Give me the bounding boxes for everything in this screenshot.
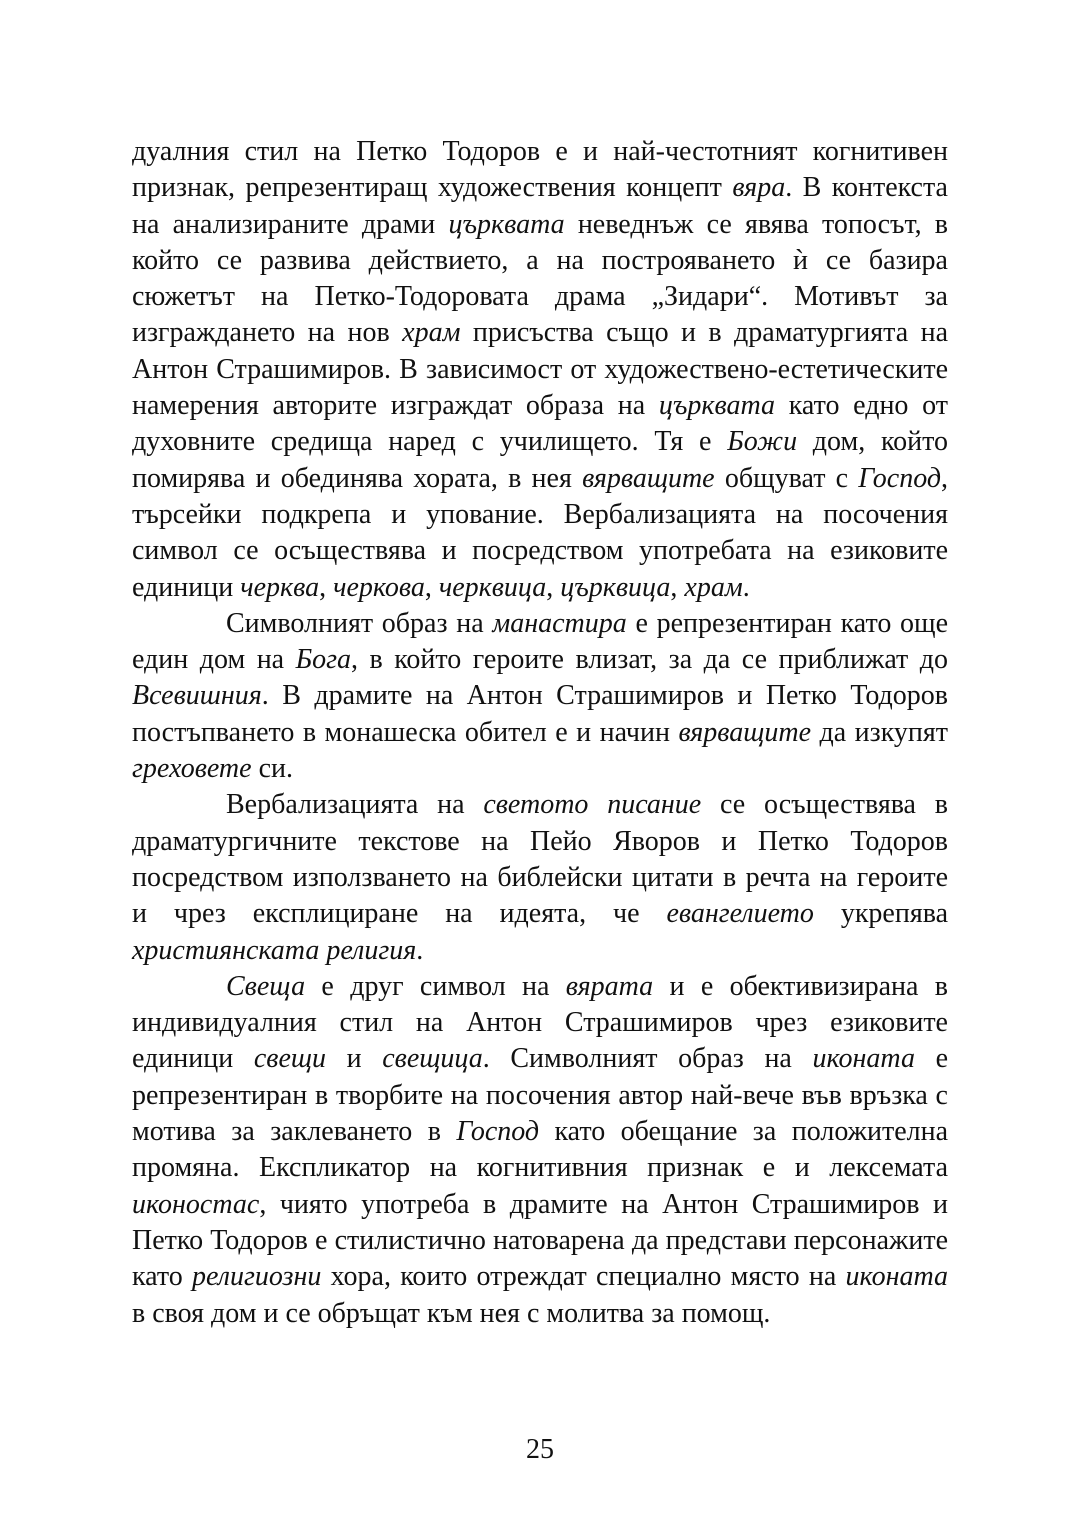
text-run: си.: [251, 753, 293, 785]
text-run: Символният образ на: [226, 607, 493, 639]
text-run: . В драмите на Антон Страшимиров и Петко Тодоров постъпването в монашеска обител е и начин: [132, 680, 948, 748]
text-run: ,: [546, 571, 561, 603]
text-run: присъства също и в драматургията на Антон Страшимиров. В зависимост от художествено-естетическите намерения авторите изграждат образа на: [132, 317, 948, 422]
text-run: като едно от духовните средища наред с училището. Тя е: [132, 390, 948, 458]
italic-term: иконата: [845, 1261, 949, 1293]
italic-term: манастира: [492, 607, 627, 639]
italic-term: свещи: [253, 1043, 327, 1075]
italic-term: Бога: [295, 644, 352, 676]
paragraph: [132, 969, 948, 1332]
paragraph: [132, 606, 948, 787]
italic-term: църквата: [658, 390, 775, 422]
italic-term: иконостас: [132, 1188, 260, 1220]
italic-term: черквица: [438, 571, 547, 603]
italic-term: вярващите: [582, 462, 715, 494]
text-run: хора, които отреждат специално място на: [321, 1261, 846, 1293]
italic-term: храм: [402, 317, 461, 349]
italic-term: църквата: [448, 208, 565, 240]
italic-term: вяра: [732, 172, 786, 204]
italic-term: Всевишния: [132, 680, 262, 712]
italic-term: храм: [684, 571, 743, 603]
italic-term: вярата: [565, 970, 654, 1002]
text-run: , в който героите влизат, за да се приближат до: [351, 644, 948, 676]
paragraph: [132, 787, 948, 968]
text-run: в своя дом и се обръщат към нея с молитва за помощ.: [132, 1297, 771, 1329]
text-run: укрепява: [813, 898, 948, 930]
page-number: 25: [526, 1434, 554, 1465]
text-run: дом, който помирява и обединява хората, в нея: [132, 426, 948, 494]
text-run: Вербализацията на: [226, 789, 484, 821]
body-text: [132, 134, 948, 1332]
italic-term: светото писание: [483, 789, 702, 821]
text-run: ,: [424, 571, 439, 603]
text-run: неведнъж се явява топосът, в който се развива действието, а на построяването ѝ се базира сюжетът на Петко-Тодоровата драма „Зидари“. Мотивът за изграждането на нов: [132, 208, 949, 349]
italic-term: религиозни: [192, 1261, 322, 1293]
text-run: . Символният образ на: [482, 1043, 813, 1075]
text-run: .: [742, 571, 750, 603]
italic-term: Господ: [456, 1116, 540, 1148]
italic-term: евангелието: [666, 898, 814, 930]
text-run: да изкупят: [811, 716, 949, 748]
text-run: е репрезентиран като още един дом на: [132, 607, 949, 676]
italic-term: Свеща: [226, 970, 306, 1002]
italic-term: черкова: [333, 571, 425, 603]
text-run: дуалния стил на Петко Тодоров е и най-честотният когнитивен признак, репрезентиращ художествения концепт: [132, 136, 948, 204]
text-run: е друг символ на: [305, 970, 566, 1002]
italic-term: черква: [240, 571, 320, 603]
text-run: се осъществява в драматургичните текстове на Пейо Яворов и Петко Тодоров посредством използването на библейски цитати в речта на героите и чрез експлициране на идеята, че: [132, 789, 948, 930]
italic-term: църквица: [560, 571, 671, 603]
text-run: ,: [319, 571, 334, 603]
text-run: . В контекста на анализираните драми: [132, 172, 948, 240]
italic-term: Господ: [858, 462, 941, 494]
paragraph: [132, 134, 948, 606]
text-run: ,: [670, 571, 685, 603]
italic-term: свещица: [382, 1043, 483, 1075]
text-run: и: [326, 1043, 383, 1075]
text-run: общуват с: [714, 462, 859, 494]
text-run: и е обективизирана в индивидуалния стил на Антон Страшимиров чрез езиковите единици: [132, 970, 949, 1075]
italic-term: вярващите: [678, 716, 812, 748]
text-run: като обещание за положителна промяна. Експликатор на когнитивния признак е и лексемата: [132, 1116, 949, 1184]
text-run: , чиято употреба в драмите на Антон Страшимиров и Петко Тодоров е стилистично натоварена да представи персонажите като: [132, 1188, 948, 1293]
italic-term: Божи: [727, 426, 798, 458]
text-run: .: [416, 934, 424, 966]
italic-term: християнската религия: [132, 934, 417, 966]
text-run: е репрезентиран в творбите на посочения автор най-вече във връзка с мотива за заклеването в: [132, 1043, 948, 1148]
italic-term: иконата: [812, 1043, 915, 1075]
text-run: , търсейки подкрепа и упование. Вербализацията на посочения символ се осъществява и посредством употребата на езиковите единици: [132, 462, 948, 603]
italic-term: греховете: [132, 753, 252, 785]
